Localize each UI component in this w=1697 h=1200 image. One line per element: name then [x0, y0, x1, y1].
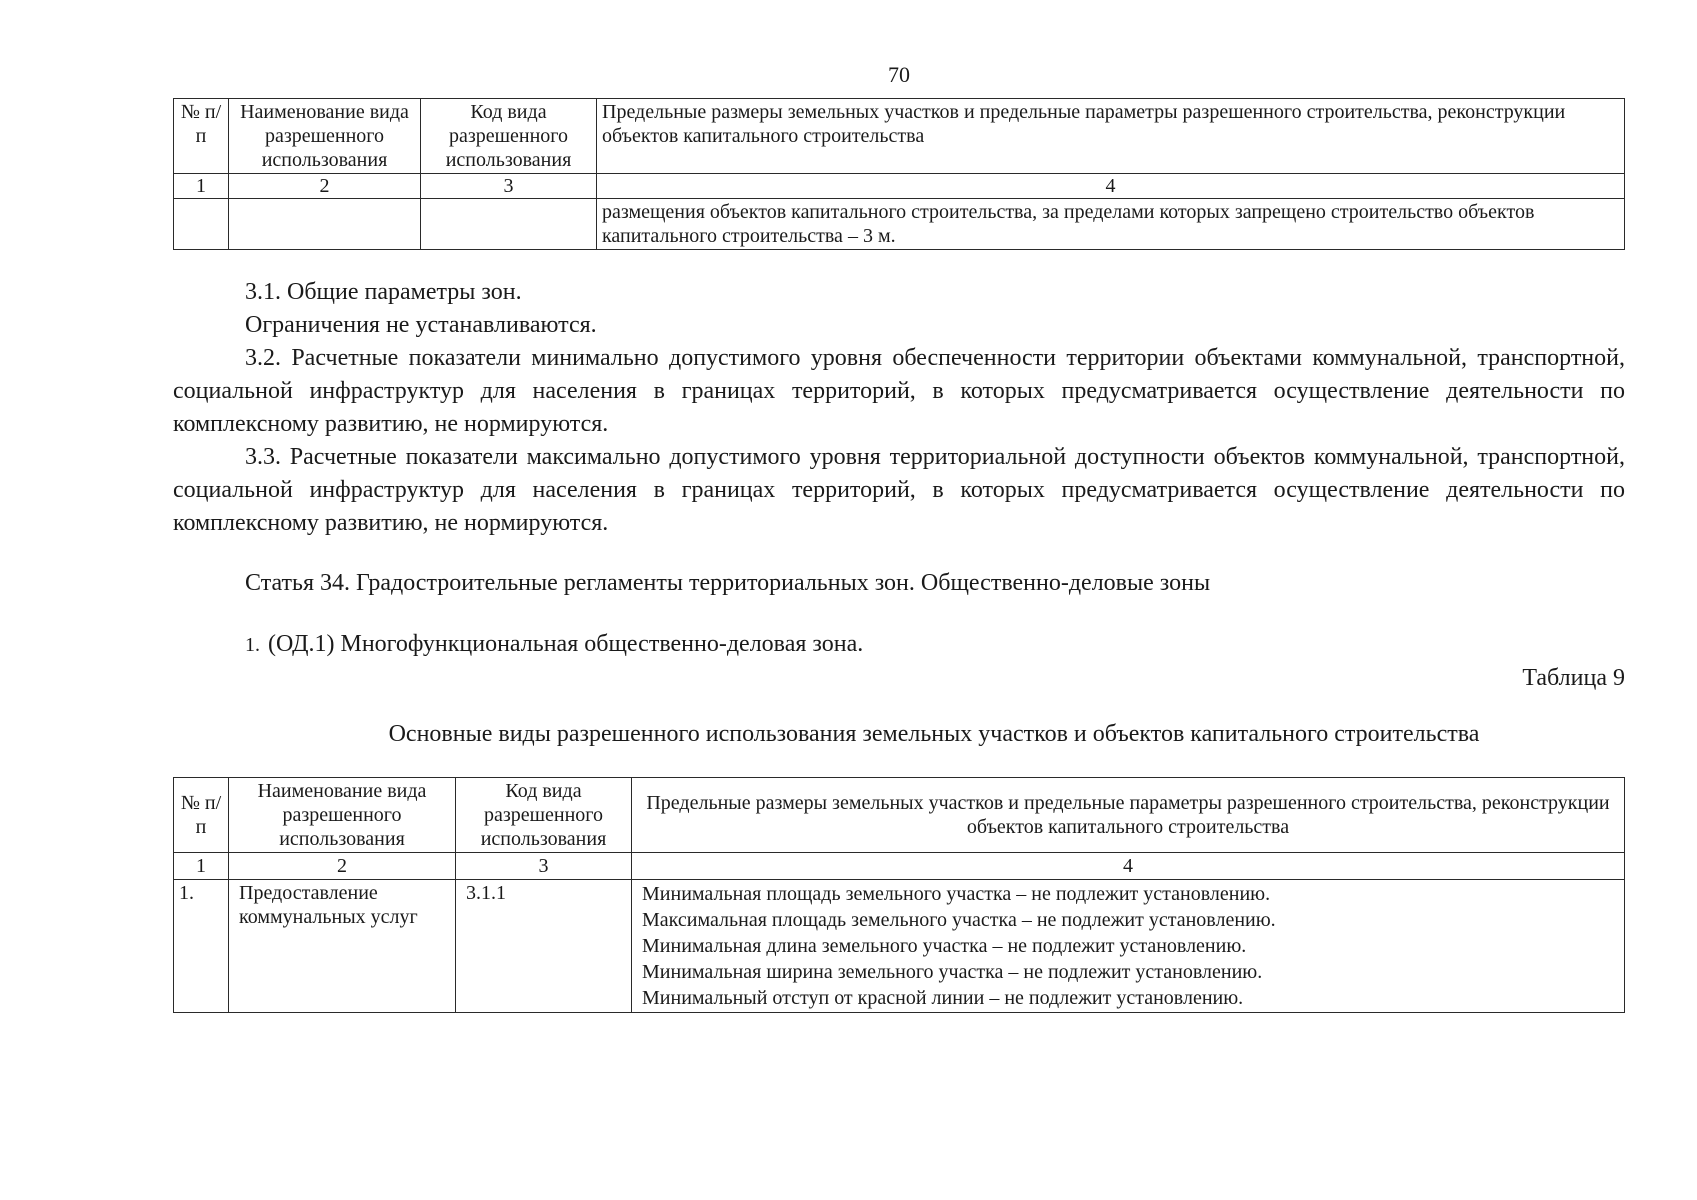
col-number: 1 [174, 174, 229, 199]
col-number: 2 [229, 174, 421, 199]
table-row [174, 880, 1625, 1013]
document-page [173, 62, 1625, 1013]
article-heading: Статья 34. Градостроительные регламенты территориальных зон. Общественно-деловые зоны [245, 570, 1211, 596]
cell-params [632, 880, 1625, 1013]
table-header-row [174, 99, 1625, 174]
zone-marker: 1. [245, 634, 260, 656]
paragraph-3-3: 3.3. Расчетные показатели максимально допустимого уровня территориальной доступности объектов коммунальной, транспортной, социальной инфраструктур для населения в границах территорий, в которых предусматривается осуществление деятельности по комплексному развитию, не нормируются. [173, 444, 1625, 536]
table-number-row [174, 853, 1625, 880]
paragraph-3-1-title: 3.1. Общие параметры зон. [245, 279, 522, 305]
continuation-table [173, 98, 1625, 250]
paragraph-3-2: 3.2. Расчетные показатели минимально допустимого уровня обеспеченности территории объектами коммунальной, транспортной, социальной инфраструктур для населения в границах территорий, в которых предусматривается осуществление деятельности по комплексному развитию, не нормируются. [173, 345, 1625, 437]
param-line: Минимальная длина земельного участка – не подлежит установлению. [642, 935, 1247, 957]
page-number: 70 [888, 62, 910, 87]
header-num: № п/п [174, 778, 229, 853]
param-line: Минимальная площадь земельного участка – не подлежит установлению. [642, 883, 1271, 905]
header-name: Наименование вида разрешенного использования [229, 778, 456, 853]
header-num: № п/п [174, 99, 229, 174]
table-row [174, 199, 1625, 250]
header-name: Наименование вида разрешенного использования [229, 99, 421, 174]
paragraph-3-1-text: Ограничения не устанавливаются. [245, 312, 597, 338]
param-line: Минимальная ширина земельного участка – не подлежит установлению. [642, 961, 1263, 983]
cell-continuation-text: размещения объектов капитального строительства, за пределами которых запрещено строительство объектов капитального строительства – 3 м. [597, 199, 1625, 250]
col-number: 1 [174, 853, 229, 880]
cell-num: 1. [174, 880, 229, 1013]
cell-name: Предоставление коммунальных услуг [229, 880, 456, 1013]
col-number: 4 [597, 174, 1625, 199]
cell-empty [421, 199, 597, 250]
cell-code: 3.1.1 [456, 880, 632, 1013]
col-number: 4 [632, 853, 1625, 880]
table-title: Основные виды разрешенного использования земельных участков и объектов капитального строительства [388, 721, 1480, 747]
col-number: 2 [229, 853, 456, 880]
col-number: 3 [421, 174, 597, 199]
zone-heading [173, 628, 1625, 662]
zone-text: (ОД.1) Многофункциональная общественно-деловая зона. [268, 631, 864, 657]
table-label: Таблица 9 [1522, 665, 1625, 691]
cell-empty [174, 199, 229, 250]
header-code: Код вида разрешенного использования [421, 99, 597, 174]
header-code: Код вида разрешенного использования [456, 778, 632, 853]
main-table [173, 777, 1625, 1013]
table-header-row [174, 778, 1625, 853]
table-number-row [174, 174, 1625, 199]
param-line: Максимальная площадь земельного участка – не подлежит установлению. [642, 909, 1276, 931]
header-params: Предельные размеры земельных участков и предельные параметры разрешенного строительства, реконструкции объектов капитального строительства [597, 99, 1625, 174]
cell-empty [229, 199, 421, 250]
header-params: Предельные размеры земельных участков и предельные параметры разрешенного строительства, реконструкции объектов капитального строительства [632, 778, 1625, 853]
param-line: Минимальный отступ от красной линии – не подлежит установлению. [642, 987, 1244, 1009]
col-number: 3 [456, 853, 632, 880]
